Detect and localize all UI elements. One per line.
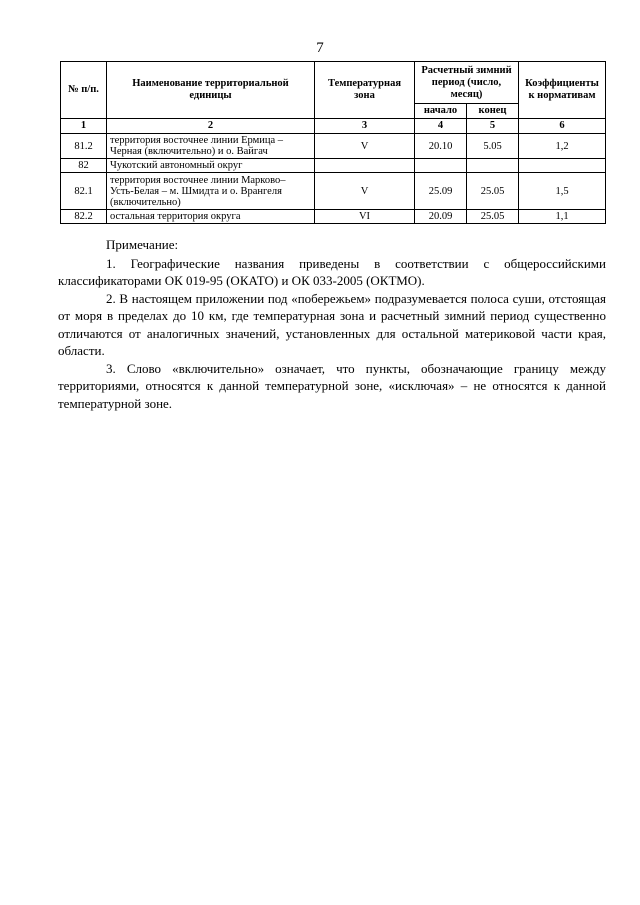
header-coef: Коэффициенты к нормативам [519,62,606,119]
note-item-3: 3. Слово «включительно» означает, что пункты, обозначающие границу между территориями, относятся к данной температурной зоне, «исключая» – не относятся к данной температурной зоне. [58,360,606,411]
row-start: 20.10 [415,134,467,159]
notes-section [58,236,606,412]
row-num: 82.1 [61,173,107,210]
row-coef: 1,5 [519,173,606,210]
header-end: конец [467,104,519,119]
row-end: 5.05 [467,134,519,159]
row-zone: V [315,173,415,210]
col-number-4: 4 [415,119,467,134]
row-zone [315,159,415,173]
row-end: 25.05 [467,173,519,210]
row-end [467,159,519,173]
table-row [61,173,606,210]
header-num: № п/п. [61,62,107,119]
row-coef: 1,1 [519,210,606,224]
row-start: 20.09 [415,210,467,224]
row-num: 82 [61,159,107,173]
note-item-2: 2. В настоящем приложении под «побережьем» подразумевается полоса суши, отстоящая от моря в пределах до 10 км, где температурная зона и расчетный зимний период существенно отличаются от аналогичных значений, установленных для остальной материковой части края, области. [58,290,606,358]
row-coef [519,159,606,173]
row-start [415,159,467,173]
row-start: 25.09 [415,173,467,210]
table-row [61,134,606,159]
row-num: 81.2 [61,134,107,159]
table-row [61,210,606,224]
col-number-3: 3 [315,119,415,134]
table-row [61,159,606,173]
row-name: территория восточнее линии Ермица – Черная (включительно) и о. Вайгач [107,134,315,159]
header-period: Расчетный зимний период (число, месяц) [415,62,519,104]
header-name: Наименование территориальной единицы [107,62,315,119]
coefficients-table [60,61,606,224]
row-name: Чукотский автономный округ [107,159,315,173]
row-zone: VI [315,210,415,224]
col-number-1: 1 [61,119,107,134]
header-zone: Температурная зона [315,62,415,119]
header-start: начало [415,104,467,119]
row-zone: V [315,134,415,159]
col-number-2: 2 [107,119,315,134]
page-number: 7 [316,40,324,56]
row-name: территория восточнее линии Марково– Усть-Белая – м. Шмидта и о. Врангеля (включительно) [107,173,315,210]
row-name: остальная территория округа [107,210,315,224]
col-number-6: 6 [519,119,606,134]
row-end: 25.05 [467,210,519,224]
row-num: 82.2 [61,210,107,224]
row-coef: 1,2 [519,134,606,159]
note-item-1: 1. Географические названия приведены в соответствии с общероссийскими классификаторами ОК 019-95 (ОКАТО) и ОК 033-2005 (ОКТМО). [58,255,606,288]
col-number-5: 5 [467,119,519,134]
notes-title: Примечание: [106,237,179,252]
